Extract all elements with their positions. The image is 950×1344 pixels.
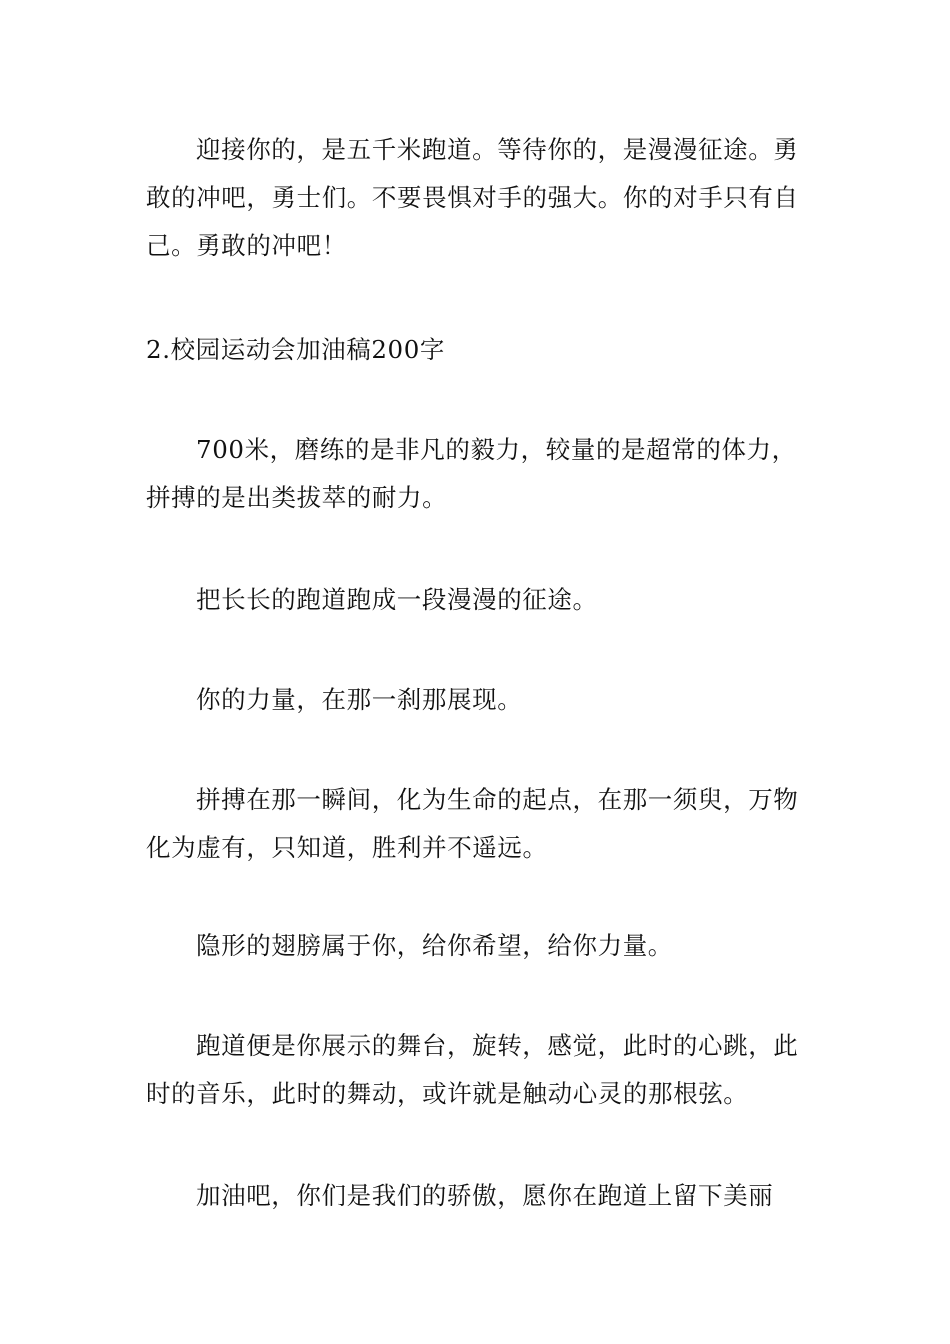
- paragraph-struggle: 拼搏在那一瞬间，化为生命的起点，在那一须臾，万物化为虚有，只知道，胜利并不遥远。: [146, 785, 799, 862]
- paragraph-stage: 跑道便是你展示的舞台，旋转，感觉，此时的心跳，此时的音乐，此时的舞动，或许就是触动心灵的那根弦。: [146, 1031, 799, 1108]
- paragraph-700m: 700米，磨练的是非凡的毅力，较量的是超常的体力，拼搏的是出类拔萃的耐力。: [146, 435, 797, 512]
- paragraph-power: 你的力量，在那一刹那展现。: [196, 685, 523, 714]
- paragraph-cheer-5000m: 迎接你的，是五千米跑道。等待你的，是漫漫征途。勇敢的冲吧，勇士们。不要畏惧对手的强大。你的对手只有自己。勇敢的冲吧！: [146, 135, 799, 260]
- paragraph-wings: 隐形的翅膀属于你，给你希望，给你力量。: [196, 931, 673, 960]
- paragraph-track: 把长长的跑道跑成一段漫漫的征途。: [196, 585, 598, 614]
- section-heading: 2.校园运动会加油稿200字: [146, 335, 446, 364]
- paragraph-encourage: 加油吧，你们是我们的骄傲，愿你在跑道上留下美丽: [196, 1181, 774, 1210]
